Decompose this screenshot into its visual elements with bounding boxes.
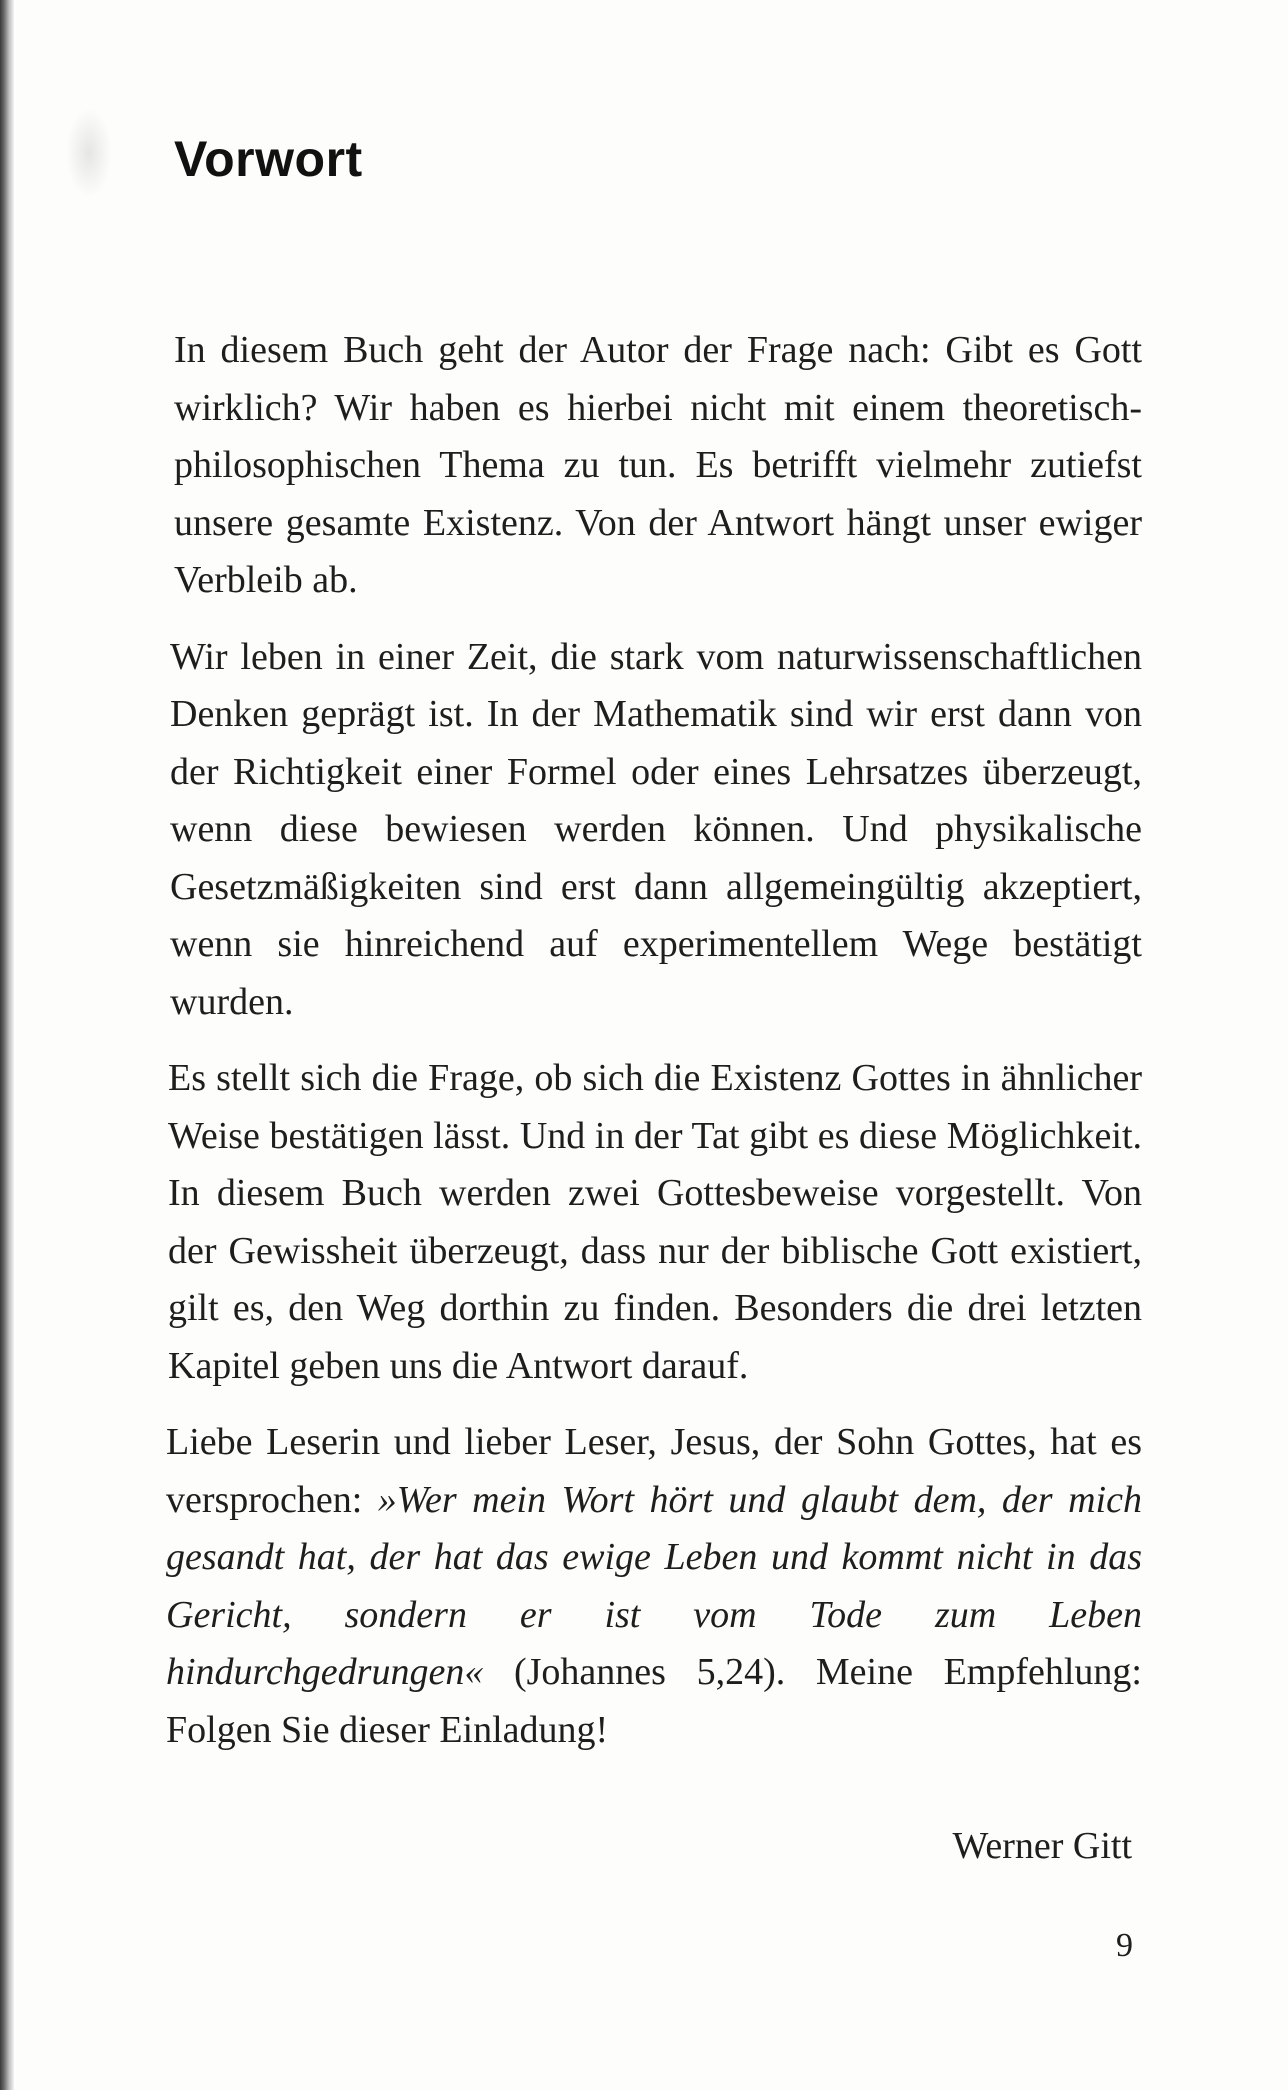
page-binding-edge — [0, 0, 14, 2090]
author-signature: Werner Gitt — [952, 1825, 1132, 1867]
paper-smudge — [66, 108, 112, 198]
paragraph-1: In diesem Buch geht der Autor der Frage nach: Gibt es Gott wirklich? Wir haben es hierbei nicht mit einem theoretisch-philosophischen Thema zu tun. Es betrifft vielmehr zutiefst unsere gesamte Existenz. Von der Antwort hängt unser ewiger Verbleib ab. — [174, 329, 1142, 601]
closing-intro: Liebe Leserin und lieber Leser, Jesus, der Sohn Gottes, hat es versprochen: — [166, 1421, 1142, 1521]
closing-outro: (Johannes 5,24). Meine Empfehlung: Folgen Sie dieser Einladung! — [166, 1651, 1142, 1751]
foreword-body — [166, 322, 1142, 1778]
bible-quote: »Wer mein Wort hört und glaubt dem, der mich gesandt hat, der hat das ewige Leben und kommt nicht in das Gericht, sondern er ist vom Tode zum Leben hindurchgedrungen« — [166, 1478, 1142, 1693]
page-number: 9 — [1116, 1927, 1133, 1964]
paragraph-4 — [166, 1414, 1142, 1759]
paragraph-3: Es stellt sich die Frage, ob sich die Existenz Gottes in ähnlicher Weise bestätigen lässt. Und in der Tat gibt es diese Möglichkeit. In diesem Buch werden zwei Gottesbeweise vorgestellt. Von der Gewissheit überzeugt, dass nur der biblische Gott existiert, gilt es, den Weg dorthin zu finden. Besonders die drei letzten Kapitel geben uns die Antwort darauf. — [168, 1057, 1142, 1387]
page-title: Vorwort — [174, 131, 363, 187]
paragraph-2: Wir leben in einer Zeit, die stark vom naturwissenschaftlichen Denken geprägt ist. In der Mathematik sind wir erst dann von der Richtigkeit einer Formel oder eines Lehrsatzes überzeugt, wenn diese bewiesen werden können. Und physikalische Gesetzmäßigkeiten sind erst dann allgemeingültig akzeptiert, wenn sie hinreichend auf experimentellem Wege bestätigt wurden. — [170, 635, 1142, 1023]
